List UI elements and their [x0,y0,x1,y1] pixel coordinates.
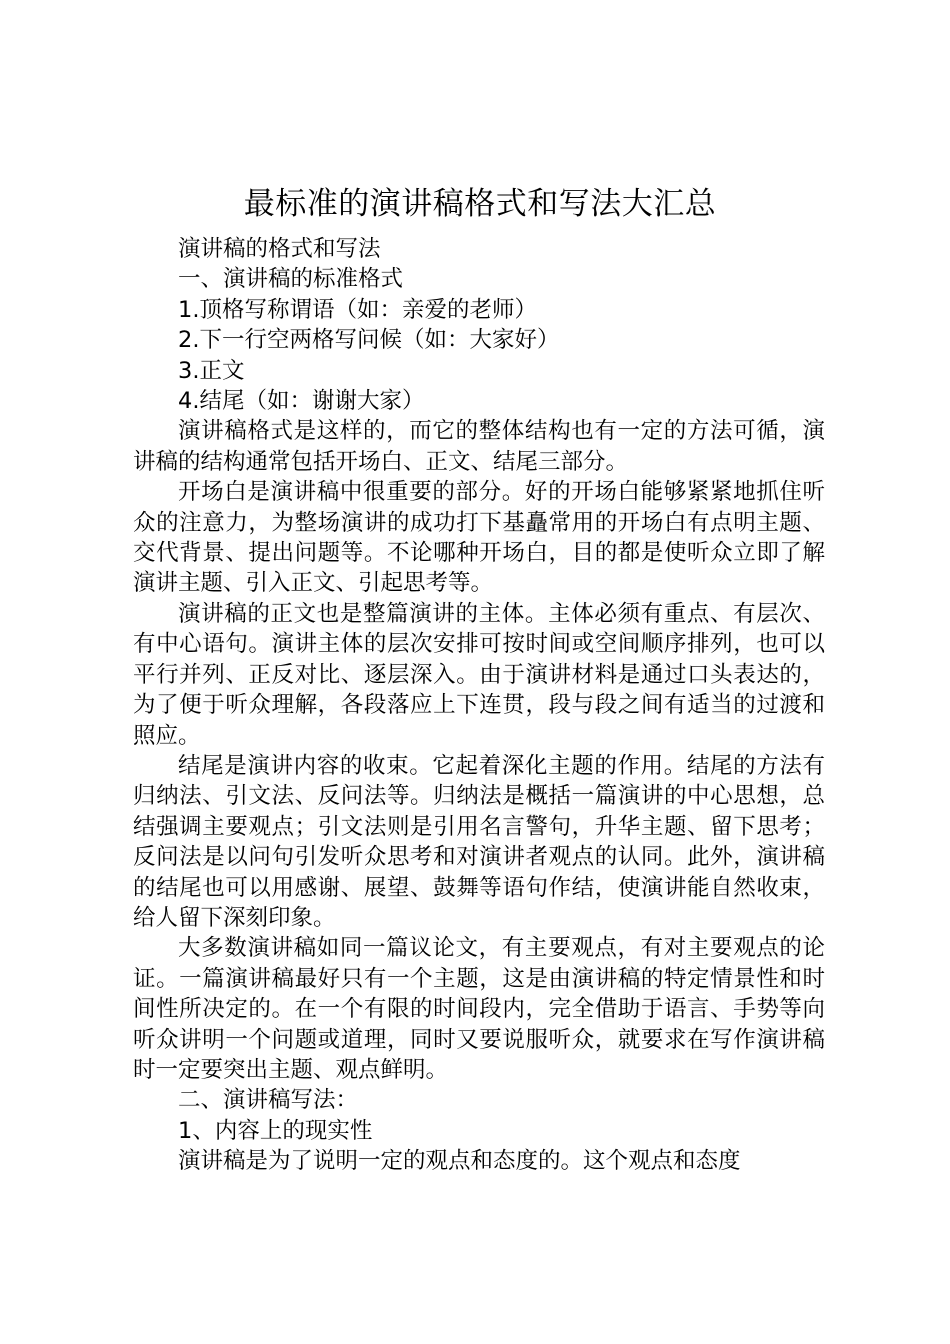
paragraph-theme: 大多数演讲稿如同一篇议论文，有主要观点，有对主要观点的论证。一篇演讲稿最好只有一个主题，这是由演讲稿的特定情景性和时间性所决定的。在一个有限的时间段内，完全借助于语言、手势等向听众讲明一个问题或道理，同时又要说服听众，就要求在写作演讲稿时一定要突出主题、观点鲜明。 [133,935,825,1083]
paragraph-main-body: 演讲稿的正文也是整篇演讲的主体。主体必须有重点、有层次、有中心语句。演讲主体的层次安排可按时间或空间顺序排列，也可以平行并列、正反对比、逐层深入。由于演讲材料是通过口头表达的，为了便于听众理解，各段落应上下连贯，段与段之间有适当的过渡和照应。 [133,600,825,749]
subsection-heading-reality: 1、内容上的现实性 [178,1117,373,1144]
paragraph-reality: 演讲稿是为了说明一定的观点和态度的。这个观点和态度 [178,1148,741,1175]
paragraph-conclusion: 结尾是演讲内容的收束。它起着深化主题的作用。结尾的方法有归纳法、引文法、反问法等。归纳法是概括一篇演讲的中心思想，总结强调主要观点；引文法则是引用名言警句，升华主题、留下思考；反问法是以问句引发听众思考和对演讲者观点的认同。此外，演讲稿的结尾也可以用感谢、展望、鼓舞等语句作结，使演讲能自然收束，给人留下深刻印象。 [133,752,825,931]
document-title: 最标准的演讲稿格式和写法大汇总 [243,186,717,222]
document-body [133,234,825,1177]
subsection-heading-standard-format: 一、演讲稿的标准格式 [178,266,404,293]
list-item-ending: 4.结尾（如：谢谢大家） [178,388,425,415]
list-item-body: 3.正文 [178,357,245,384]
section-heading-format: 演讲稿的格式和写法 [178,236,381,262]
list-item-salutation: 1.顶格写称谓语（如：亲爱的老师） [178,296,537,323]
list-item-greeting: 2.下一行空两格写问候（如：大家好） [178,327,560,354]
paragraph-opening: 开场白是演讲稿中很重要的部分。好的开场白能够紧紧地抓住听众的注意力，为整场演讲的成功打下基矗常用的开场白有点明主题、交代背景、提出问题等。不论哪种开场白，目的都是使听众立即了解演讲主题、引入正文、引起思考等。 [133,479,825,597]
section-heading-writing: 二、演讲稿写法： [178,1087,359,1114]
paragraph-structure: 演讲稿格式是这样的，而它的整体结构也有一定的方法可循，演讲稿的结构通常包括开场白、正文、结尾三部分。 [133,418,825,475]
